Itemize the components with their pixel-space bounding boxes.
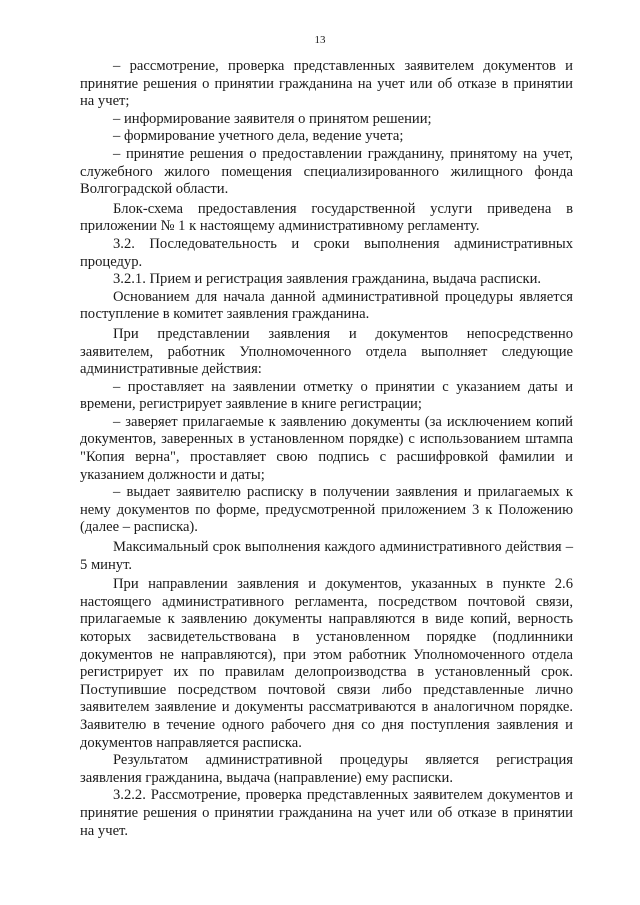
- paragraph-housing-decision: – принятие решения о предоставлении гражданину, принятому на учет, служебного жилого помещения специализированного жилищного фонда Волгоградской области.: [80, 145, 573, 198]
- paragraph-register-application: – проставляет на заявлении отметку о принятии с указанием даты и времени, регистрирует заявление в книге регистрации;: [80, 378, 573, 413]
- paragraph-block-scheme: Блок-схема предоставления государственной услуги приведена в приложении № 1 к настоящему административному регламенту.: [80, 200, 573, 235]
- paragraph-basis: Основанием для начала данной административной процедуры является поступление в комитет заявления гражданина.: [80, 288, 573, 323]
- paragraph-issue-receipt: – выдает заявителю расписку в получении заявления и прилагаемых к нему документов по форме, предусмотренной приложением 3 к Положению (далее – расписка).: [80, 484, 573, 536]
- paragraph-procedure-result: Результатом административной процедуры является регистрация заявления гражданина, выдача (направление) ему расписки.: [80, 752, 573, 786]
- section-heading-3-2: 3.2. Последовательность и сроки выполнения административных процедур.: [80, 235, 573, 270]
- section-heading-3-2-2: 3.2.2. Рассмотрение, проверка представленных заявителем документов и принятие решения о принятии гражданина на учет или об отказе в принятии на учет.: [80, 787, 573, 839]
- paragraph-postal-submission: При направлении заявления и документов, указанных в пункте 2.6 настоящего административного регламента, посредством почтовой связи, прилагаемые к заявлению документы направляются в виде копий, верность которых засвидетельствована в установленном порядке (подлинники документов не направляются), при этом работник Уполномоченного отдела регистрирует их по правилам делопроизводства в установленный срок. Поступившие посредством почтовой связи либо представленные лично заявителем заявление и документы рассматриваются в аналогичном порядке. Заявителю в течение одного рабочего дня со дня поступления заявления и документов направляется расписка.: [80, 576, 573, 751]
- document-body: [80, 58, 573, 840]
- paragraph-form-record: – формирование учетного дела, ведение учета;: [113, 128, 404, 145]
- paragraph-inform-applicant: – информирование заявителя о принятом решении;: [113, 110, 432, 127]
- paragraph-review-documents: – рассмотрение, проверка представленных заявителем документов и принятие решения о принятии гражданина на учет или об отказе в принятии на учет;: [80, 58, 573, 110]
- section-heading-3-2-1: 3.2.1. Прием и регистрация заявления гражданина, выдача расписки.: [113, 271, 542, 288]
- paragraph-max-duration: Максимальный срок выполнения каждого административного действия – 5 минут.: [80, 539, 573, 573]
- page-number: 13: [314, 34, 326, 46]
- paragraph-direct-submission: При представлении заявления и документов непосредственно заявителем, работник Уполномоченного отдела выполняет следующие административные действия:: [80, 325, 573, 378]
- paragraph-certify-documents: – заверяет прилагаемые к заявлению документы (за исключением копий документов, заверенных в установленном порядке) с использованием штампа "Копия верна", проставляет свою подпись с расшифровкой фамилии и указанием должности и даты;: [80, 413, 573, 483]
